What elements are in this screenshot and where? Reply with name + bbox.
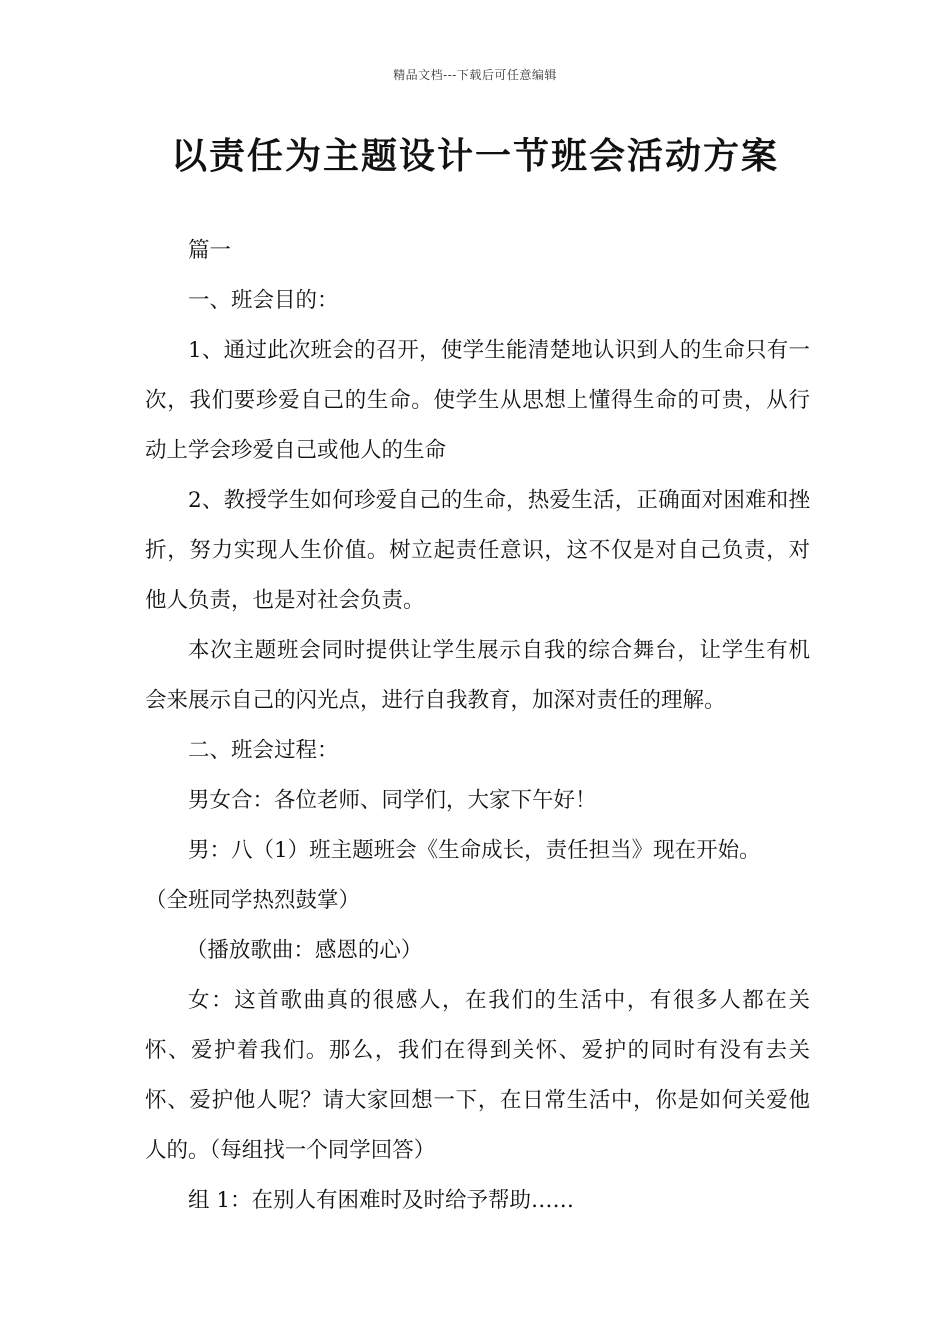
paragraph: 女：这首歌曲真的很感人，在我们的生活中，有很多人都在关怀、爱护着我们。那么，我们在得到关怀、爱护的同时有没有去关怀、爱护他人呢？请大家回想一下，在日常生活中，你是如何关爱他人的。（每组找一个同学回答） [145, 988, 810, 1163]
paragraph: 本次主题班会同时提供让学生展示自我的综合舞台，让学生有机会来展示自己的闪光点，进行自我教育，加深对责任的理解。 [145, 638, 810, 713]
paragraph: 组 1：在别人有困难时及时给予帮助…… [188, 1188, 575, 1213]
header-note: 精品文档---下载后可任意编辑 [393, 68, 557, 82]
section-label: 篇一 [188, 238, 232, 263]
paragraph: 2、教授学生如何珍爱自己的生命，热爱生活，正确面对困难和挫折，努力实现人生价值。树立起责任意识，这不仅是对自己负责，对他人负责，也是对社会负责。 [145, 488, 810, 613]
section-heading: 一、班会目的： [188, 288, 339, 313]
section-heading: 二、班会过程： [188, 738, 339, 763]
stage-direction: （播放歌曲：感恩的心） [185, 938, 423, 963]
document-body [145, 226, 810, 1226]
paragraph: 男女合：各位老师、同学们，大家下午好！ [188, 788, 597, 813]
stage-direction: （全班同学热烈鼓掌） [145, 888, 361, 913]
document-title: 以责任为主题设计一节班会活动方案 [170, 135, 779, 177]
paragraph: 1、通过此次班会的召开，使学生能清楚地认识到人的生命只有一次，我们要珍爱自己的生命。使学生从思想上懂得生命的可贵，从行动上学会珍爱自己或他人的生命 [145, 338, 810, 463]
paragraph: 男：八（1）班主题班会《生命成长，责任担当》现在开始。 [188, 838, 761, 863]
